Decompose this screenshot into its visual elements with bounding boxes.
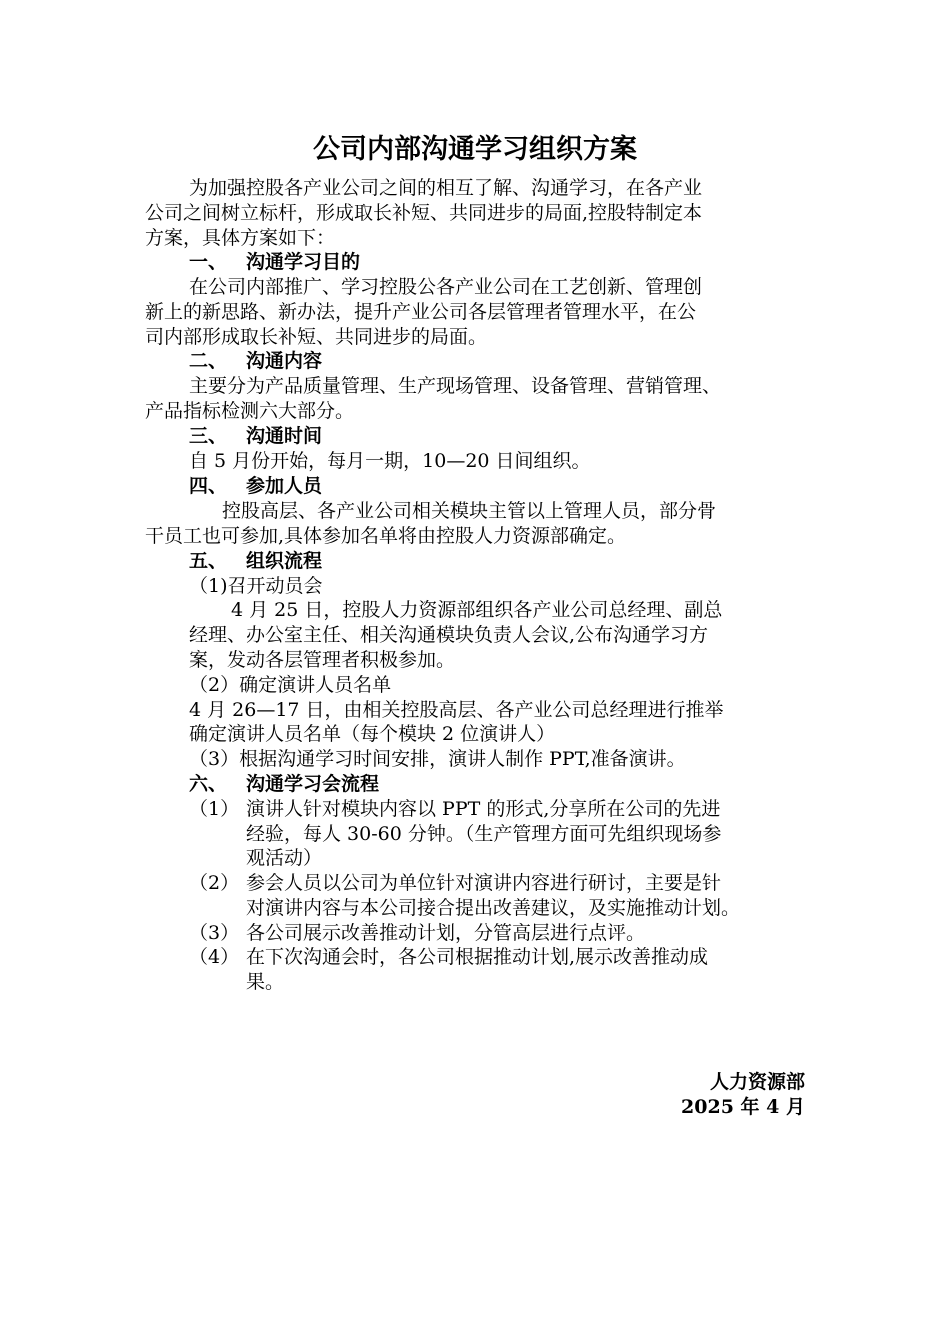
paragraph-line: 司内部形成取长补短、共同进步的局面。	[145, 326, 488, 348]
section-number: 五、	[189, 550, 228, 572]
section-number: 三、	[189, 425, 228, 447]
section-title: 沟通时间	[246, 425, 323, 447]
intro-line-1: 为加强控股各产业公司之间的相互了解、沟通学习，在各产业	[189, 177, 703, 199]
list-item-line: 果。	[246, 971, 285, 993]
section-title: 沟通学习目的	[246, 251, 361, 273]
section-title: 参加人员	[246, 475, 323, 497]
intro-line-3: 方案，具体方案如下：	[145, 227, 336, 249]
document-title: 公司内部沟通学习组织方案	[313, 134, 637, 165]
paragraph-line: 4 月 25 日，控股人力资源部组织各产业公司总经理、副总	[231, 599, 723, 621]
section-title: 组织流程	[246, 550, 323, 572]
section-number: 一、	[189, 251, 228, 273]
section-heading-4	[189, 474, 322, 499]
section-heading-1	[189, 250, 360, 275]
section-heading-5	[189, 549, 322, 574]
paragraph-line: 自 5 月份开始，每月一期，10—20 日间组织。	[189, 450, 591, 472]
paragraph-line: 控股高层、各产业公司相关模块主管以上管理人员，部分骨	[222, 500, 717, 522]
list-item-line: 各公司展示改善推动计划，分管高层进行点评。	[246, 922, 646, 944]
list-item-number: （3）	[189, 922, 240, 944]
paragraph-line: 经理、办公室主任、相关沟通模块负责人会议,公布沟通学习方	[189, 624, 709, 646]
signature-date: 2025 年 4 月	[681, 1096, 805, 1118]
paragraph-line: 主要分为产品质量管理、生产现场管理、设备管理、营销管理、	[189, 375, 722, 397]
list-item-number: （2）	[189, 872, 240, 894]
section-heading-3	[189, 424, 322, 449]
paragraph-line: （3）根据沟通学习时间安排，演讲人制作 PPT,准备演讲。	[189, 748, 686, 770]
paragraph-line: 产品指标检测六大部分。	[145, 400, 355, 422]
section-number: 六、	[189, 773, 228, 795]
paragraph-line: 4 月 26—17 日，由相关控股高层、各产业公司总经理进行推举	[189, 699, 724, 721]
section-title: 沟通学习会流程	[246, 773, 380, 795]
list-item-line: 观活动）	[246, 847, 323, 869]
section-heading-6	[189, 772, 379, 797]
paragraph-line: 干员工也可参加,具体参加名单将由控股人力资源部确定。	[145, 525, 627, 547]
paragraph-line: 新上的新思路、新办法，提升产业公司各层管理者管理水平，在公	[145, 301, 697, 323]
list-item-number: （1）	[189, 798, 240, 820]
paragraph-line: （2）确定演讲人员名单	[189, 674, 392, 696]
list-item-number: （4）	[189, 946, 240, 968]
section-number: 四、	[189, 475, 228, 497]
section-number: 二、	[189, 350, 228, 372]
paragraph-line: 在公司内部推广、学习控股公各产业公司在工艺创新、管理创	[189, 276, 703, 298]
paragraph-line: （1)召开动员会	[189, 575, 323, 597]
list-item-line: 在下次沟通会时，各公司根据推动计划,展示改善推动成	[246, 946, 709, 968]
list-item-line: 对演讲内容与本公司接合提出改善建议，及实施推动计划。	[246, 897, 741, 919]
signature-department: 人力资源部	[709, 1071, 805, 1093]
intro-line-2: 公司之间树立标杆，形成取长补短、共同进步的局面,控股特制定本	[145, 202, 703, 224]
paragraph-line: 案，发动各层管理者积极参加。	[189, 649, 456, 671]
list-item-line: 经验，每人 30-60 分钟。（生产管理方面可先组织现场参	[246, 823, 722, 845]
section-title: 沟通内容	[246, 350, 323, 372]
paragraph-line: 确定演讲人员名单（每个模块 2 位演讲人）	[189, 723, 556, 745]
section-heading-2	[189, 349, 322, 374]
list-item-line: 演讲人针对模块内容以 PPT 的形式,分享所在公司的先进	[246, 798, 721, 820]
list-item-line: 参会人员以公司为单位针对演讲内容进行研讨，主要是针	[246, 872, 722, 894]
